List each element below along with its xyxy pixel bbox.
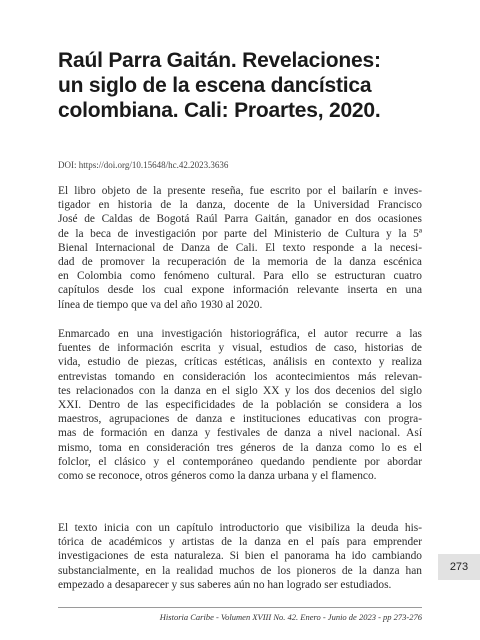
- footer-divider: [58, 607, 422, 608]
- text-line: línea de tiempo que va del año 1930 al 2020.: [58, 298, 263, 311]
- text-line: El texto inicia con un capítulo introductorio que visibiliza la deuda his-: [58, 522, 422, 534]
- text-line: como se reconoce, otros géneros como la danza urbana y el flamenco.: [58, 470, 377, 483]
- text-line: XXI. Dentro de las especificidades de la población se considera a los: [58, 399, 422, 412]
- text-line: tórica de académicos y artistas de la danza en el país para emprender: [58, 536, 422, 549]
- title-line: colombiana. Cali: Proartes, 2020.: [58, 99, 381, 122]
- doi-link[interactable]: DOI: https://doi.org/10.15648/hc.42.2023.3636: [58, 160, 229, 170]
- text-line: José de Caldas de Bogotá Raúl Parra Gaitán, ganador en dos ocasiones: [58, 213, 422, 226]
- paragraph-1: [58, 184, 422, 312]
- text-line: tigador en historia de la danza, docente de la Universidad Francisco: [58, 199, 422, 212]
- text-line: substancialmente, en la realidad muchos de los pioneros de la danza han: [58, 564, 422, 577]
- article-title: [58, 48, 438, 123]
- text-line: entrevistas tomando en consideración los acontecimientos más relevan-: [58, 370, 422, 383]
- paragraph-3: [58, 521, 422, 592]
- text-line: mas de formación en danza y festivales de danza a nivel nacional. Así: [58, 427, 422, 440]
- text-line: de la beca de investigación por parte del Ministerio de Cultura y la 5ª: [58, 227, 422, 240]
- title-line: un siglo de la escena dancística: [58, 74, 372, 97]
- paragraph-2: [58, 327, 422, 483]
- text-line: fuentes de información escrita y visual, estudios de caso, historias de: [58, 342, 422, 355]
- text-line: capítulos desde los cual expone información relevante inserta en una: [58, 284, 422, 297]
- text-line: tes relacionados con la danza en el siglo XX y los dos decenios del siglo: [58, 384, 422, 397]
- text-line: maestros, agrupaciones de danza e instituciones educativas con progra-: [58, 413, 422, 426]
- text-line: en Colombia como fenómeno cultural. Para ello se estructuran cuatro: [58, 270, 422, 283]
- text-line: empezado a desaparecer y sus saberes aún no han logrado ser estudiados.: [58, 578, 392, 591]
- title-line: Raúl Parra Gaitán. Revelaciones:: [58, 49, 381, 72]
- text-line: mismo, toma en consideración tres géneros de la danza como lo es el: [58, 441, 422, 454]
- text-line: investigaciones de esta naturaleza. Si bien el panorama ha ido cambiando: [58, 550, 422, 563]
- text-line: El libro objeto de la presente reseña, fue escrito por el bailarín e inves-: [58, 185, 422, 197]
- text-line: dad de promover la recuperación de la memoria de la danza escénica: [58, 256, 422, 269]
- text-line: Bienal Internacional de Danza de Cali. El texto responde a la necesi-: [58, 241, 422, 254]
- text-line: Enmarcado en una investigación historiográfica, el autor recurre a las: [58, 328, 422, 340]
- page-number: 273: [438, 554, 480, 580]
- text-line: folclor, el clásico y el contemporáneo quedando pendiente por abordar: [58, 455, 422, 468]
- text-line: vida, estudio de piezas, críticas estéticas, análisis en contexto y realiza: [58, 356, 422, 369]
- journal-footer: Historia Caribe - Volumen XVIII No. 42. Enero - Junio de 2023 - pp 273-276: [159, 612, 422, 622]
